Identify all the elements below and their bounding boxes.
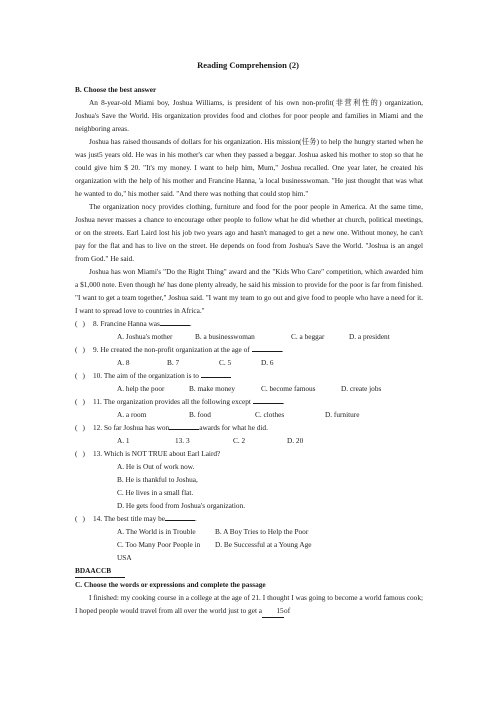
- option-c: C. 2: [233, 436, 246, 445]
- option-a: A. help the poor: [117, 384, 165, 393]
- question-stem: So far Joshua has won: [103, 423, 170, 432]
- answer-blank: [165, 514, 195, 521]
- answer-blank: [169, 423, 199, 430]
- option-b: B. make money: [189, 384, 236, 393]
- option-c: C. a beggar: [291, 332, 325, 341]
- option-a: A. The World is in Trouble: [117, 527, 196, 536]
- question-number: 11.: [93, 397, 102, 406]
- option-d: D. Be Successful at a Young Age: [215, 540, 312, 549]
- option-d: D. a president: [349, 332, 390, 341]
- answer-bracket: ( ): [75, 397, 85, 406]
- passage-paragraph: I finished: my cooking course in a college at the age of 21. I thought I was going to become a world famous cook; I hoped people would travel from all over the world just to get a 15of: [75, 591, 423, 618]
- answer-key-line: [75, 564, 423, 578]
- question-9: ( ) 9. He created the non-profit organization at the age of .: [75, 345, 284, 354]
- passage-paragraph: Joshua has won Miami's "Do the Right Thing" award and the "Kids Who Care" competition, which awarded him a $1,000 note. Even though he' has done plenty already, he said his mission to provide for the poor is far from finished. "I want to get a team together," Joshua said. "I want my team to go out and give food to people who have a need for it. I want to spread love to countries in Africa.": [75, 267, 423, 315]
- answer-blank: [201, 371, 231, 378]
- answer-bracket: ( ): [75, 423, 85, 432]
- answer-bracket: ( ): [75, 319, 85, 328]
- question-stem: The aim of the organization is to: [103, 371, 199, 380]
- answer-blank: [253, 397, 283, 404]
- option-c: C. He lives in a small flat.: [117, 488, 194, 497]
- question-options: [75, 434, 423, 447]
- option-d: D. create jobs: [341, 384, 382, 393]
- question-13: [75, 447, 423, 460]
- option-b: B. He is thankful to Joshua,: [117, 475, 198, 484]
- option-a: A. Joshua's mother: [117, 332, 173, 341]
- section-c-heading: C. Choose the words or expressions and complete the passage: [75, 580, 266, 589]
- page-title: Reading Comprehension (2): [197, 60, 299, 70]
- answer-bracket: ( ): [75, 449, 85, 458]
- question-options: [75, 356, 423, 369]
- option-b: B. food: [189, 410, 211, 419]
- answer-bracket: ( ): [75, 371, 85, 380]
- question-stem: The organization provides all the following except: [103, 397, 251, 406]
- option-a: A. a room: [117, 410, 147, 419]
- answer-bracket: ( ): [75, 345, 85, 354]
- numbered-blank: 15: [262, 604, 284, 618]
- question-number: 8.: [93, 319, 99, 328]
- question-stem: Which is NOT TRUE about Earl Laird?: [103, 449, 221, 458]
- question-number: 14.: [93, 514, 103, 523]
- question-options: [75, 408, 423, 421]
- question-number: 12.: [93, 423, 103, 432]
- question-options: [75, 382, 423, 395]
- question-stem: He created the non-profit organization at the age of: [100, 345, 250, 354]
- option-d: D. furniture: [325, 410, 360, 419]
- option-b: B. 7: [167, 358, 180, 367]
- option-a: A. 8: [117, 358, 130, 367]
- option-d: D. 20: [287, 436, 304, 445]
- passage-paragraph: The organization nocy provides clothing, furniture and food for the poor people in America. At the same time, Joshua never masses a chance to encourage other people to follow what he did whether at church, political meetings, or on the streets. Earl Laird lost his job two years ago and hasn't managed to get a new one. Without money, he can't pay for the flat and has to live on the street. He depends on food from Joshua's Save the World. "Joshua is an angel from God." He said.: [75, 202, 423, 263]
- question-options: [75, 525, 423, 538]
- option-d: D. He gets food from Joshua's organization.: [117, 501, 246, 510]
- option-b: 13. 3: [175, 436, 190, 445]
- answer-key: BDAACCB: [75, 564, 125, 578]
- question-number: 10.: [93, 371, 103, 380]
- option-c: C. become famous: [261, 384, 316, 393]
- document-body: [75, 83, 423, 618]
- option-a: A. He is Out of work now.: [117, 462, 195, 471]
- answer-blank: [252, 345, 282, 352]
- option-c: C. 5: [219, 358, 232, 367]
- option-d: D. 6: [261, 358, 274, 367]
- answer-blank: [160, 319, 190, 326]
- question-stem: The best title may be: [103, 514, 166, 523]
- question-number: 9.: [93, 345, 99, 354]
- question-number: 13.: [93, 449, 103, 458]
- option-c: C. clothes: [255, 410, 285, 419]
- question-options: [75, 330, 423, 343]
- option-b: B. A Boy Tries to Help the Poor: [215, 527, 309, 536]
- question-11: ( ) 11. The organization provides all the following except .: [75, 397, 285, 406]
- option-b: B. a businesswoman: [195, 332, 255, 341]
- answer-bracket: ( ): [75, 514, 85, 523]
- question-10: [75, 369, 423, 382]
- question-stem: Francine Hanna was: [100, 319, 160, 328]
- question-8: ( ) 8. Francine Hanna was .: [75, 319, 192, 328]
- question-options: [75, 538, 423, 564]
- section-b-heading: B. Choose the best answer: [75, 85, 157, 94]
- option-a: A. 1: [117, 436, 130, 445]
- question-12: ( ) 12. So far Joshua has won awards for what he did.: [75, 423, 268, 432]
- passage-paragraph: An 8-year-old Miami boy, Joshua Williams, is president of his own non-profit(非营利性的) organization, Joshua's Save the World. His organization provides food and clothes for poor people and families in Miami and the neighboring areas.: [75, 98, 423, 133]
- option-c: C. Too Many Poor People in USA: [117, 540, 201, 562]
- question-14: ( ) 14. The best title may be .: [75, 514, 197, 523]
- passage-paragraph: Joshua has raised thousands of dollars for his organization. His mission(任务) to help the hungry started when he was just5 years old. He was in his mother's car when they passed a beggar. Joshua asked his mother to stop so that he could give him $ 20. "It's my money. I want to help him, Mum," Joshua recalled. One year later, he created his organization with the help of his mother and Francine Hanna, 'a local businesswoman. "He just thought that was what he wanted to do," his mother said. "And there was nothing that could stop him.": [75, 137, 423, 198]
